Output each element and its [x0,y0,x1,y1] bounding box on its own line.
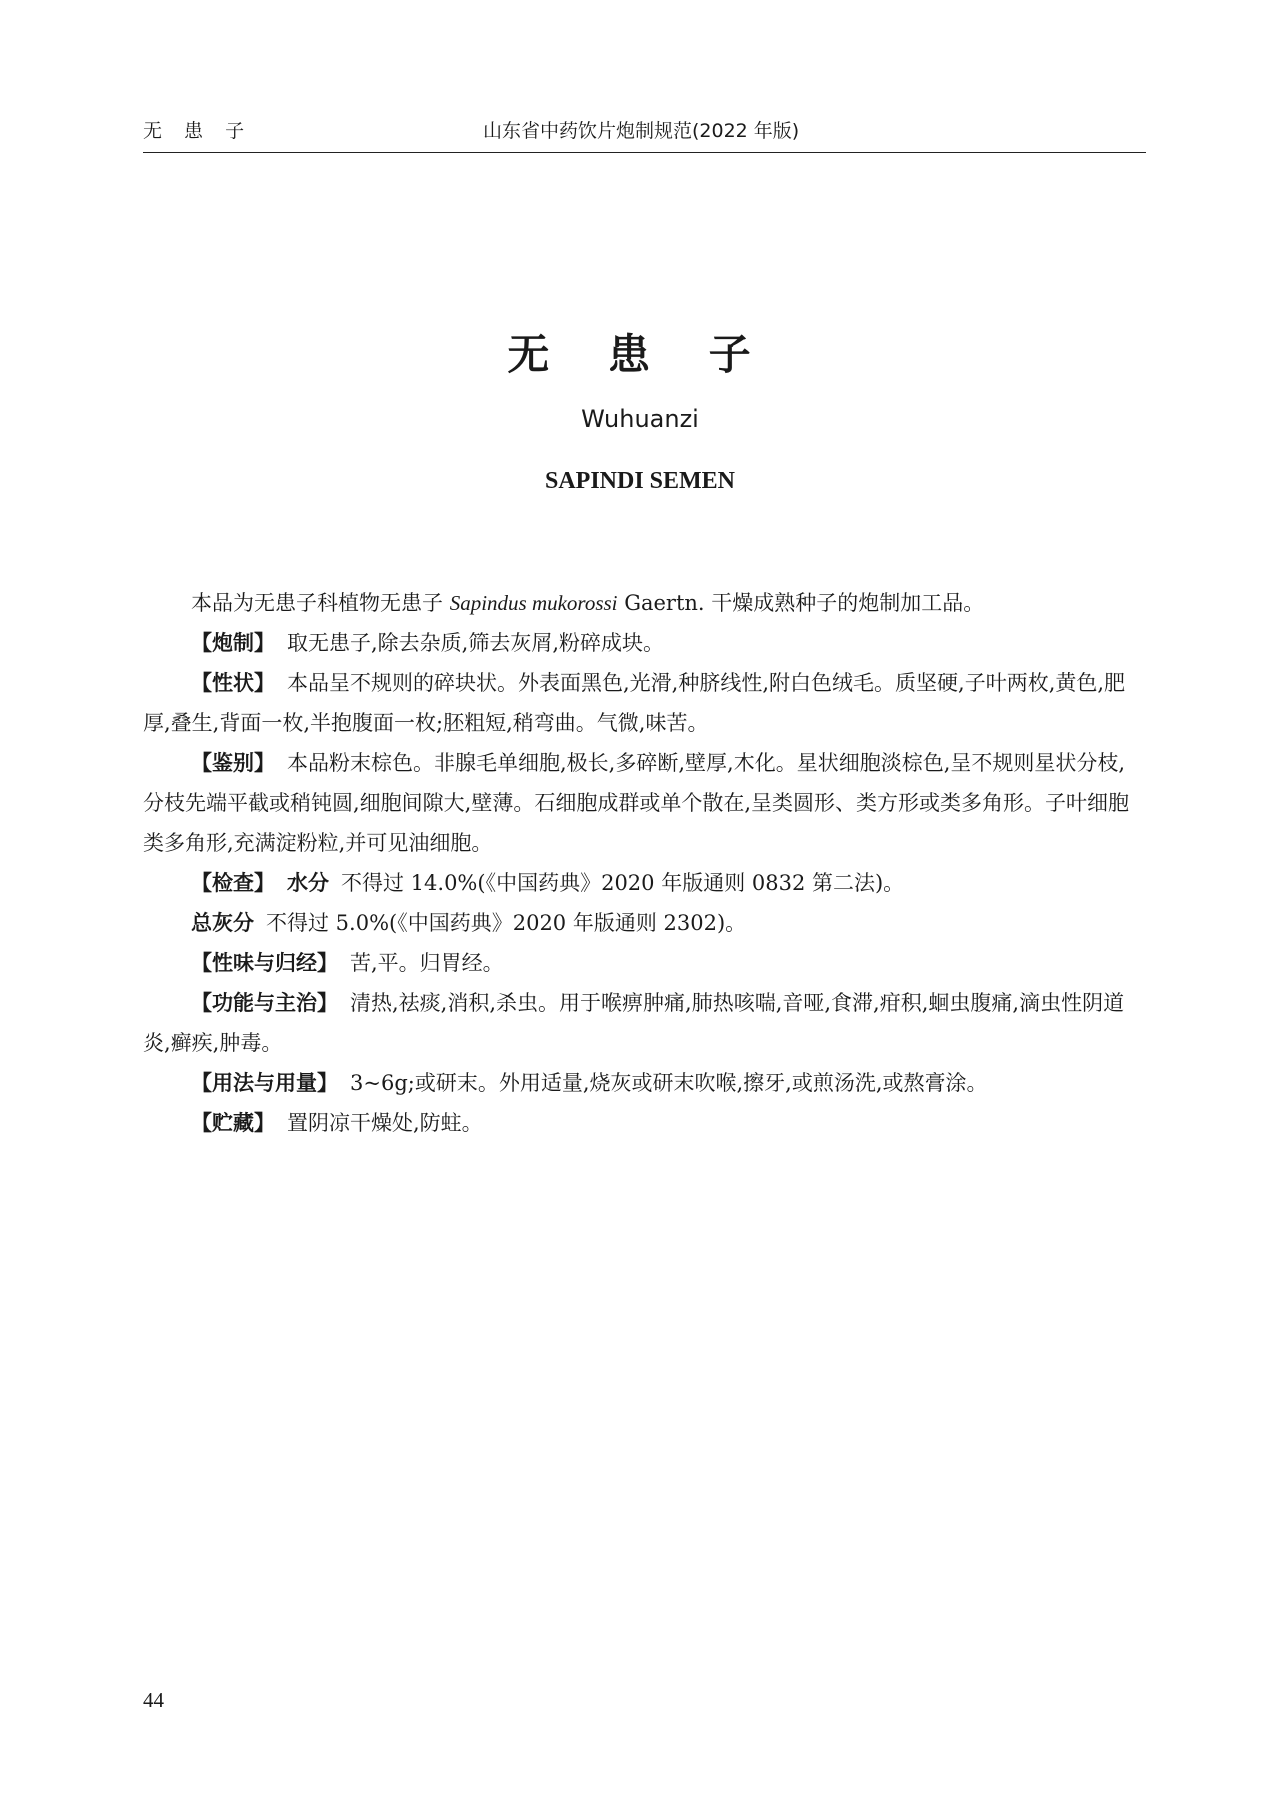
section-usage-label: 【用法与用量】 [191,1071,338,1095]
total-ash-text: 不得过 5.0%(《中国药典》2020 年版通则 2302)。 [266,911,747,935]
section-identification-label: 【鉴别】 [191,751,275,775]
entry-body [143,583,1146,1143]
section-function-text: 清热,祛痰,消积,杀虫。用于喉痹肿痛,肺热咳喘,音哑,食滞,疳积,蛔虫腹痛,滴虫性阴道炎,癣疾,肿毒。 [143,991,1125,1055]
running-header [143,112,1146,153]
intro-text-before: 本品为无患子科植物无患子 [191,591,450,615]
section-description-text: 本品呈不规则的碎块状。外表面黑色,光滑,种脐线性,附白色绒毛。质坚硬,子叶两枚,黄色,肥厚,叠生,背面一枚,半抱腹面一枚;胚粗短,稍弯曲。气微,味苦。 [143,671,1126,735]
section-function [143,983,1146,1063]
section-usage [143,1063,1146,1103]
section-usage-text: 3~6g;或研末。外用适量,烧灰或研末吹喉,擦牙,或煎汤洗,或熬膏涂。 [350,1071,988,1095]
section-storage-text: 置阴凉干燥处,防蛀。 [287,1111,483,1135]
section-inspection-label: 【检查】 [191,871,275,895]
section-property-label: 【性味与归经】 [191,951,338,975]
entry-title-latin: SAPINDI SEMEN [544,468,736,494]
moisture-text: 不得过 14.0%(《中国药典》2020 年版通则 0832 第二法)。 [341,871,905,895]
entry-title-chinese: 无 患 子 [507,330,773,379]
total-ash-label: 总灰分 [191,911,254,935]
intro-species-name: Sapindus mukorossi [449,591,618,615]
section-total-ash [143,903,1146,943]
moisture-label: 水分 [287,871,329,895]
section-processing-label: 【炮制】 [191,631,275,655]
section-identification [143,743,1146,863]
section-processing-text: 取无患子,除去杂质,筛去灰屑,粉碎成块。 [287,631,665,655]
section-property [143,943,1146,983]
section-storage-label: 【贮藏】 [191,1111,275,1135]
section-property-text: 苦,平。归胃经。 [350,951,504,975]
section-identification-text: 本品粉末棕色。非腺毛单细胞,极长,多碎断,壁厚,木化。星状细胞淡棕色,呈不规则星状分枝,分枝先端平截或稍钝圆,细胞间隙大,壁薄。石细胞成群或单个散在,呈类圆形、类方形或类多角形。子叶细胞类多角形,充满淀粉粒,并可见油细胞。 [143,751,1130,855]
header-book-title: 山东省中药饮片炮制规范(2022 年版) [483,120,800,142]
entry-title-pinyin: Wuhuanzi [581,405,699,433]
section-storage [143,1103,1146,1143]
section-inspection [143,863,1146,903]
intro-text-after: Gaertn. 干燥成熟种子的炮制加工品。 [617,591,985,615]
section-description-label: 【性状】 [191,671,275,695]
section-description [143,663,1146,743]
section-processing [143,623,1146,663]
section-function-label: 【功能与主治】 [191,991,338,1015]
intro-paragraph [143,583,1146,623]
header-entry-name: 无 患 子 [143,120,253,142]
page-number: 44 [143,1688,164,1712]
